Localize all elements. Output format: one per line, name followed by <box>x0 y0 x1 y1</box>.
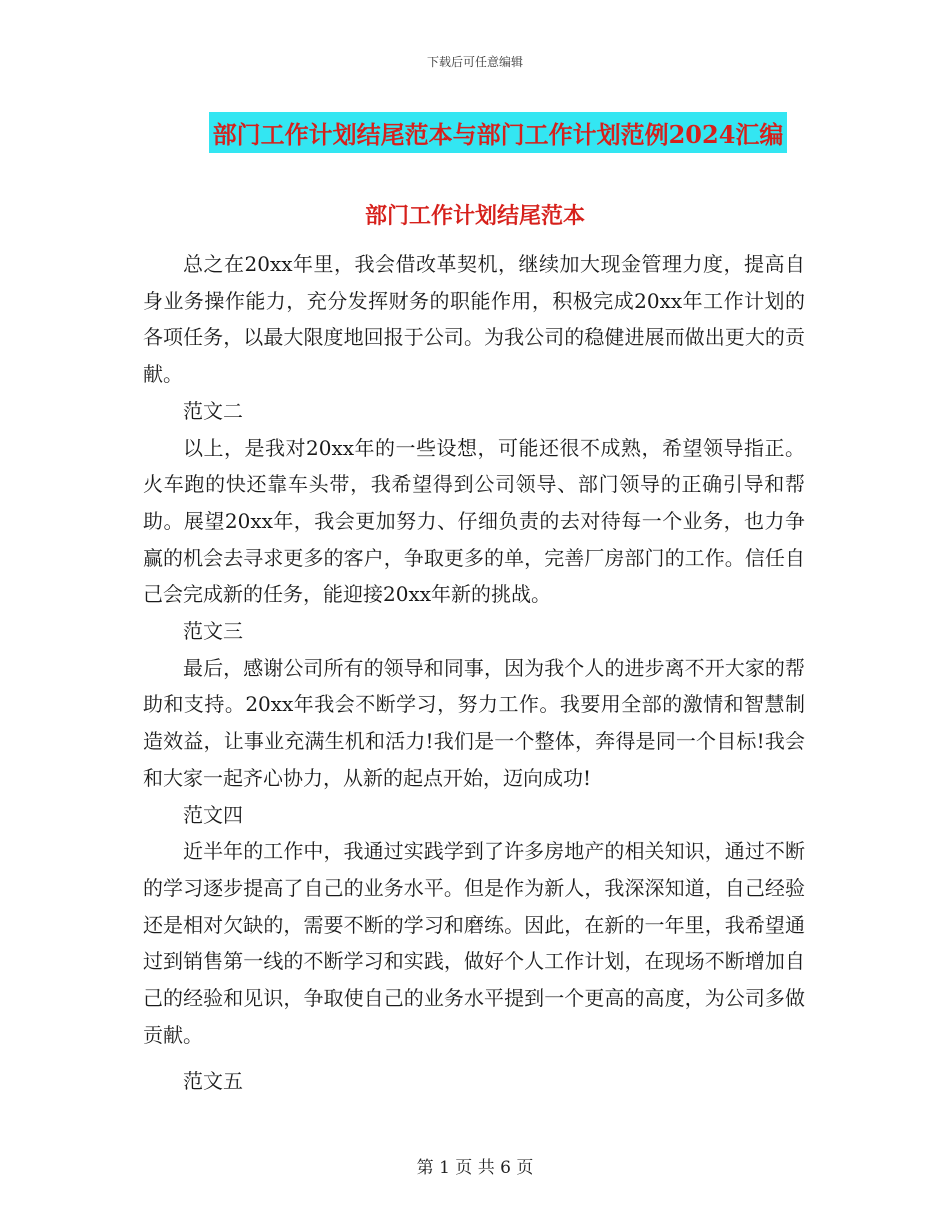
paragraph-3: 最后，感谢公司所有的领导和同事，因为我个人的进步离不开大家的帮助和支持。20xx年我会不断学习，努力工作。我要用全部的激情和智慧制造效益，让事业充满生机和活力!我们是一个整体，奔得是同一个目标!我会和大家一起齐心协力，从新的起点开始，迈向成功! <box>143 655 805 790</box>
paragraph-2: 以上，是我对20xx年的一些设想，可能还很不成熟，希望领导指正。火车跑的快还靠车头带，我希望得到公司领导、部门领导的正确引导和帮助。展望20xx年，我会更加努力、仔细负责的去对待每一个业务，也力争赢的机会去寻求更多的客户，争取更多的单，完善厂房部门的工作。信任自己会完成新的任务，能迎接20xx年新的挑战。 <box>143 435 805 607</box>
main-title: 部门工作计划结尾范本与部门工作计划范例2024汇编 <box>209 112 788 153</box>
main-title-container <box>0 112 950 153</box>
header-note: 下载后可任意编辑 <box>426 55 523 69</box>
section-heading-5: 范文五 <box>183 1069 243 1094</box>
paragraph-4: 近半年的工作中，我通过实践学到了许多房地产的相关知识，通过不断的学习逐步提高了自己的业务水平。但是作为新人，我深深知道，自己经验还是相对欠缺的，需要不断的学习和磨练。因此，在新的一年里，我希望通过到销售第一线的不断学习和实践，做好个人工作计划，在现场不断增加自己的经验和见识，争取使自己的业务水平提到一个更高的高度，为公司多做贡献。 <box>143 839 805 1047</box>
page-footer: 第 1 页 共 6 页 <box>416 1158 534 1178</box>
paragraph-1: 总之在20xx年里，我会借改革契机，继续加大现金管理力度，提高自身业务操作能力，充分发挥财务的职能作用，积极完成20xx年工作计划的各项任务，以最大限度地回报于公司。为我公司的稳健进展而做出更大的贡献。 <box>143 252 805 387</box>
sub-title: 部门工作计划结尾范本 <box>364 203 585 229</box>
body-text <box>143 246 805 1100</box>
section-heading-3: 范文三 <box>183 619 243 644</box>
section-heading-2: 范文二 <box>183 398 243 423</box>
section-heading-4: 范文四 <box>183 802 243 827</box>
